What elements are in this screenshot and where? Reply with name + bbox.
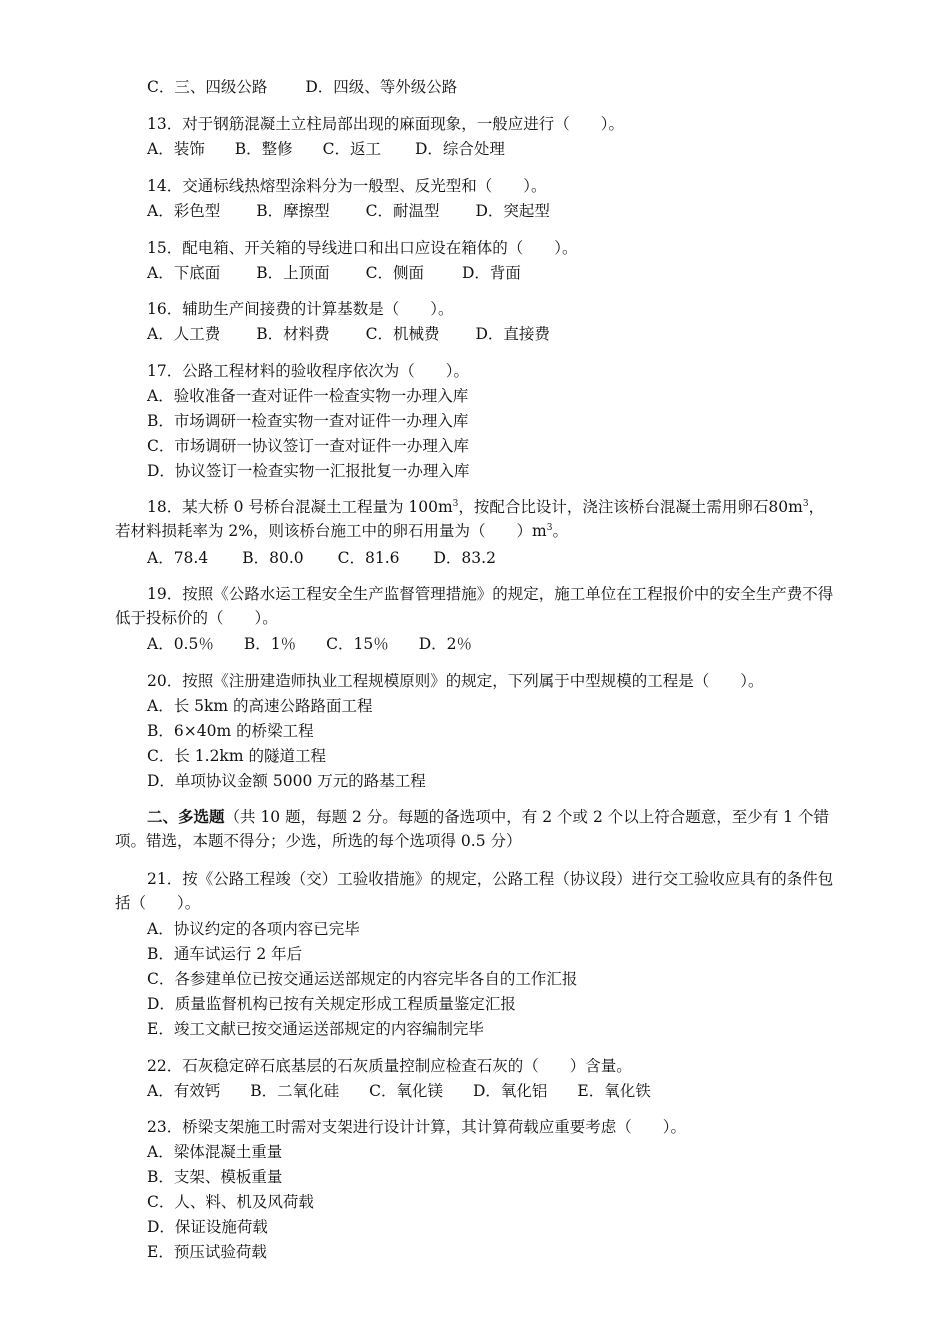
q18-options: [147, 548, 496, 568]
option: D．协议签订一检查实物一汇报批复一办理入库: [147, 462, 470, 480]
option: D．83.2: [433, 549, 496, 567]
option: A．装饰: [147, 140, 205, 158]
section-2-heading: [115, 805, 838, 853]
option: A．彩色型: [147, 202, 221, 220]
option: A．协议约定的各项内容已完毕: [147, 920, 360, 938]
option: A．78.4: [147, 549, 209, 567]
option: D．保证设施荷载: [147, 1218, 268, 1236]
question-15-stem: 15．配电箱、开关箱的导线进口和出口应设在箱体的（ ）。: [147, 239, 578, 257]
option: B．通车试运行 2 年后: [147, 945, 303, 963]
option: D．单项协议金额 5000 万元的路基工程: [147, 772, 426, 790]
q22-options: [147, 1081, 651, 1101]
section-title: 二、多选题: [147, 807, 225, 826]
question-23-stem: 23．桥梁支架施工时需对支架进行设计计算，其计算荷载应重要考虑（ ）。: [147, 1118, 686, 1136]
q16-options: [147, 324, 550, 344]
option: B．6×40m 的桥梁工程: [147, 722, 314, 740]
option: D．氧化铝: [472, 1082, 548, 1100]
option: B．整修: [234, 140, 293, 158]
option: A．长 5km 的高速公路路面工程: [147, 697, 373, 715]
option: D．综合处理: [414, 140, 505, 158]
option: C．耐温型: [365, 202, 440, 220]
section-description: （共 10 题，每题 2 分。每题的备选项中，有 2 个或 2 个以上符合题意，至少有 1 个错项。错选，本题不得分；少选，所选的每个选项得 0.5 分）: [115, 808, 829, 850]
question-13-stem: 13．对于钢筋混凝土立柱局部出现的麻面现象，一般应进行（ ）。: [147, 115, 624, 133]
q19-options: [147, 634, 472, 654]
q14-options: [147, 201, 550, 221]
option: A．人工费: [147, 325, 221, 343]
option: B．80.0: [242, 549, 304, 567]
option: D．背面: [461, 264, 521, 282]
option: A．0.5％: [147, 635, 214, 653]
q12-options: [147, 77, 457, 97]
option: C．氧化镁: [369, 1082, 443, 1100]
question-20-stem: 20．按照《注册建造师执业工程规模原则》的规定，下列属于中型规模的工程是（ ）。: [147, 672, 764, 690]
option: C．三、四级公路: [147, 78, 268, 96]
option: A．有效钙: [147, 1082, 221, 1100]
question-22-stem: 22．石灰稳定碎石底基层的石灰质量控制应检查石灰的（ ）含量。: [147, 1057, 632, 1075]
option: D．2％: [418, 635, 473, 653]
option: B．摩擦型: [256, 202, 330, 220]
question-21-stem: 21．按《公路工程竣（交）工验收措施》的规定，公路工程（协议段）进行交工验收应具有的条件包括（ ）。: [115, 870, 834, 912]
option: A．下底面: [147, 264, 221, 282]
question-19-stem: 19．按照《公路水运工程安全生产监督管理措施》的规定，施工单位在工程报价中的安全生产费不得低于投标价的（ ）。: [115, 585, 834, 627]
option: A．验收准备一查对证件一检查实物一办理入库: [147, 387, 469, 405]
option: C．81.6: [337, 549, 400, 567]
q15-options: [147, 263, 521, 283]
option: D．质量监督机构已按有关规定形成工程质量鉴定汇报: [147, 995, 516, 1013]
option: B．材料费: [256, 325, 330, 343]
option: C．侧面: [365, 264, 424, 282]
option: B．1％: [243, 635, 297, 653]
option: E．预压试验荷载: [147, 1243, 267, 1261]
option: C．返工: [322, 140, 381, 158]
option: C．人、料、机及风荷载: [147, 1193, 314, 1211]
option: B．二氧化硅: [250, 1082, 340, 1100]
option: C．各参建单位已按交通运送部规定的内容完毕各自的工作汇报: [147, 970, 578, 988]
option: C．市场调研一协议签订一查对证件一办理入库: [147, 437, 469, 455]
option: C．长 1.2km 的隧道工程: [147, 747, 326, 765]
option: B．上顶面: [256, 264, 330, 282]
question-16-stem: 16．辅助生产间接费的计算基数是（ ）。: [147, 300, 454, 318]
question-14-stem: 14．交通标线热熔型涂料分为一般型、反光型和（ ）。: [147, 177, 547, 195]
option: C．15％: [326, 635, 389, 653]
option: B．市场调研一检查实物一查对证件一办理入库: [147, 412, 469, 430]
question-18-stem: 18．某大桥 0 号桥台混凝土工程量为 $100m^3$，按配合比设计，浇注该桥台混凝土需用卵石$80m^3$，若材料损耗率为 2%，则该桥台施工中的卵石用量为（ ）$m^3$。: [115, 498, 825, 540]
option: D．突起型: [475, 202, 550, 220]
option: A．梁体混凝土重量: [147, 1143, 283, 1161]
option: D．四级、等外级公路: [305, 78, 458, 96]
option: E．氧化铁: [577, 1082, 651, 1100]
q13-options: [147, 139, 505, 159]
option: E．竣工文献已按交通运送部规定的内容编制完毕: [147, 1020, 484, 1038]
option: B．支架、模板重量: [147, 1168, 283, 1186]
option: C．机械费: [365, 325, 440, 343]
question-17-stem: 17．公路工程材料的验收程序依次为（ ）。: [147, 362, 469, 380]
option: D．直接费: [475, 325, 550, 343]
